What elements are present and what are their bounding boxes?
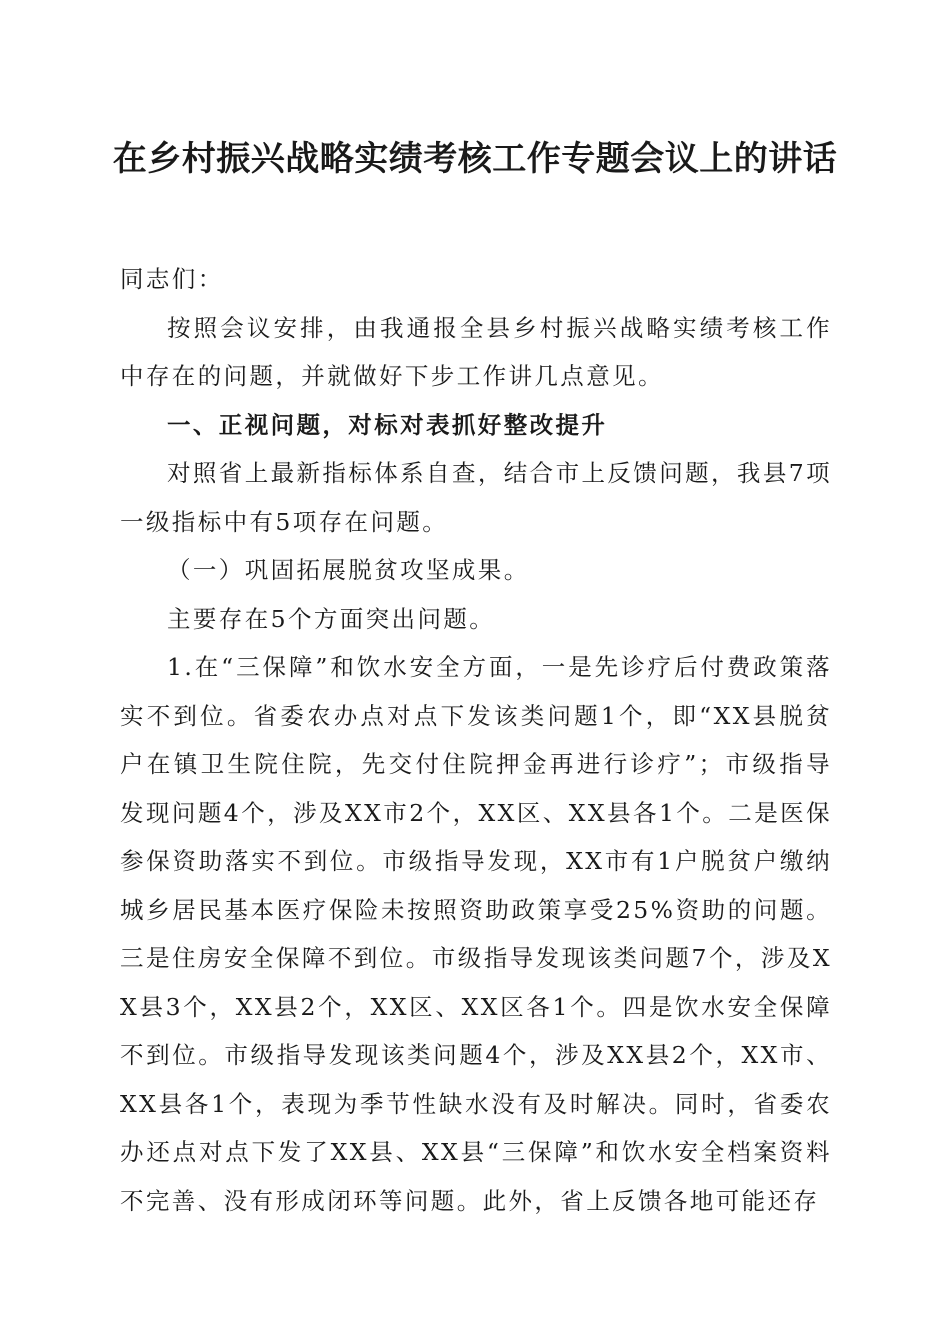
document-body bbox=[120, 255, 832, 1225]
paragraph-item-1: 1.在“三保障”和饮水安全方面，一是先诊疗后付费政策落实不到位。省委农办点对点下发该类问题1个，即“XX县脱贫户在镇卫生院住院，先交付住院押金再进行诊疗”；市级指导发现问题4个，涉及XX市2个，XX区、XX县各1个。二是医保参保资助落实不到位。市级指导发现，XX市有1户脱贫户缴纳城乡居民基本医疗保险未按照资助政策享受25%资助的问题。三是住房安全保障不到位。市级指导发现该类问题7个，涉及XX县3个，XX县2个，XX区、XX区各1个。四是饮水安全保障不到位。市级指导发现该类问题4个，涉及XX县2个，XX市、XX县各1个，表现为季节性缺水没有及时解决。同时，省委农办还点对点下发了XX县、XX县“三保障”和饮水安全档案资料不完善、没有形成闭环等问题。此外，省上反馈各地可能还存 bbox=[120, 653, 832, 1215]
salutation: 同志们： bbox=[120, 265, 224, 293]
document-title: 在乡村振兴战略实绩考核工作专题会议上的讲话 bbox=[112, 139, 838, 179]
paragraph-summary: 主要存在5个方面突出问题。 bbox=[167, 604, 496, 633]
section-heading-1: 一、正视问题，对标对表抓好整改提升 bbox=[167, 410, 608, 439]
paragraph-self-check: 对照省上最新指标体系自查，结合市上反馈问题，我县7项一级指标中有5项存在问题。 bbox=[120, 459, 832, 536]
paragraph-intro: 按照会议安排，由我通报全县乡村振兴战略实绩考核工作中存在的问题，并就做好下步工作讲几点意见。 bbox=[120, 313, 832, 390]
subsection-heading-1: （一）巩固拓展脱贫攻坚成果。 bbox=[167, 556, 530, 584]
